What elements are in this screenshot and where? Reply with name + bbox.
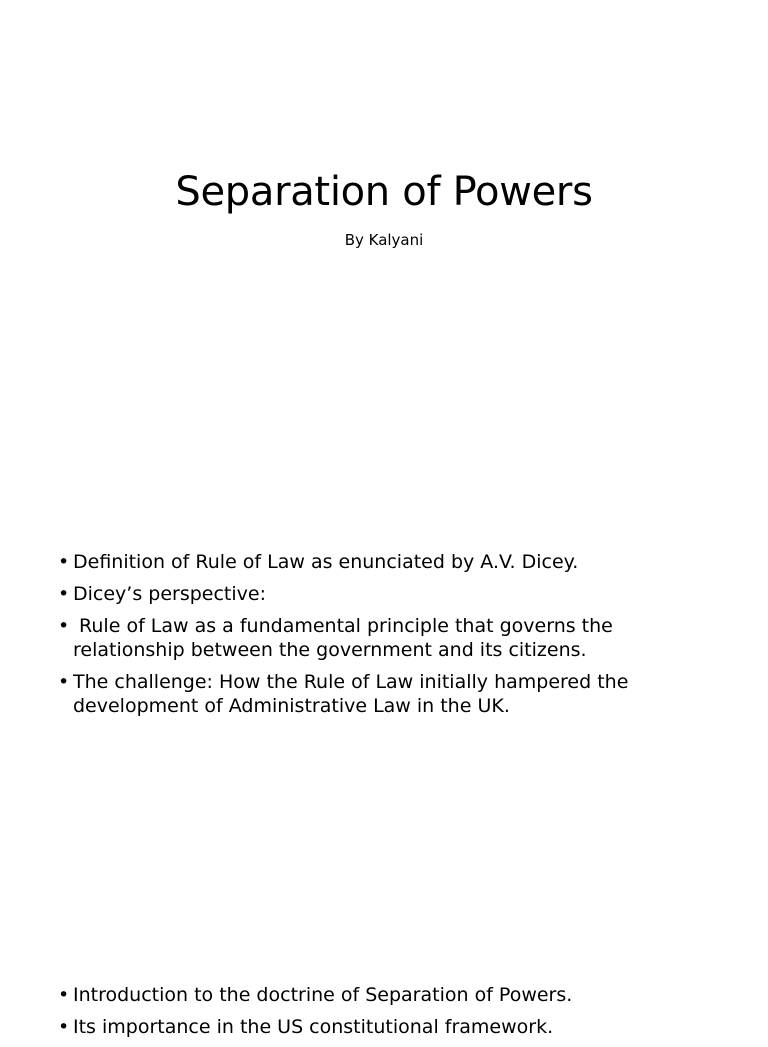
- bullet-text: Rule of Law as a fundamental principle that governs the relationship between the government and its citizens.: [73, 615, 619, 661]
- list-item: [58, 582, 718, 606]
- bullet-text: The challenge: How the Rule of Law initially hampered the development of Administrative Law in the UK.: [73, 671, 629, 717]
- bullet-list-separation-of-powers: [58, 983, 718, 1047]
- list-item: [58, 550, 718, 574]
- bullet-text: Its importance in the US constitutional framework.: [73, 1016, 554, 1038]
- list-item: [58, 670, 718, 718]
- list-item: [58, 983, 718, 1007]
- list-item: [58, 614, 718, 662]
- list-item: [58, 1015, 718, 1039]
- bullet-dot-icon: •: [58, 671, 70, 693]
- bullet-dot-icon: •: [58, 1016, 70, 1038]
- bullet-list-rule-of-law: [58, 550, 718, 726]
- bullet-text: Definition of Rule of Law as enunciated by A.V. Dicey.: [73, 551, 579, 573]
- bullet-text: Introduction to the doctrine of Separation of Powers.: [73, 984, 573, 1006]
- bullet-dot-icon: •: [58, 583, 70, 605]
- bullet-dot-icon: •: [58, 984, 70, 1006]
- bullet-dot-icon: •: [58, 615, 70, 637]
- bullet-dot-icon: •: [58, 551, 70, 573]
- slide-title: Separation of Powers: [175, 169, 593, 215]
- slide-subtitle: By Kalyani: [344, 231, 424, 249]
- bullet-text: Dicey’s perspective:: [73, 583, 266, 605]
